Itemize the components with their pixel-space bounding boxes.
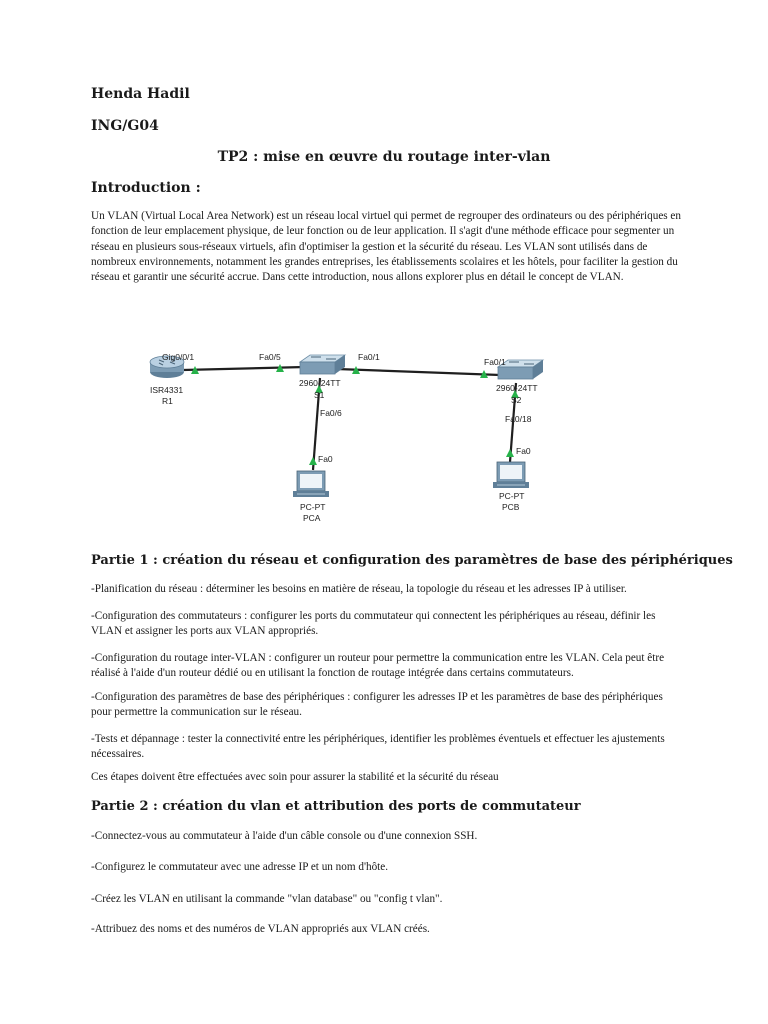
group-label: ING/G04: [91, 118, 159, 134]
pcb-type-label: PC-PT: [499, 491, 525, 501]
introduction-heading: Introduction :: [91, 180, 201, 196]
pca-type-label: PC-PT: [300, 502, 326, 512]
status-led-pca: [309, 457, 317, 465]
part1-conclusion: Ces étapes doivent être effectuées avec soin pour assurer la stabilité et la sécurité du réseau: [91, 771, 499, 783]
s1-port-pc-label: Fa0/6: [320, 408, 342, 418]
pcb-name-label: PCB: [502, 502, 520, 512]
s1-model-label: 2960-24TT: [299, 378, 341, 388]
pca-port-label: Fa0: [318, 454, 333, 464]
s2-port-trunk-label: Fa0/1: [484, 357, 506, 367]
document-title: TP2 : mise en œuvre du routage inter-vlan: [217, 149, 551, 165]
status-led-pcb: [506, 449, 514, 457]
part1-step: -Configuration des paramètres de base des périphériques : configurer les adresses IP et les paramètres de base des périphériques pour permettre la communication sur le réseau.: [91, 691, 663, 719]
part1-step: -Tests et dépannage : tester la connectivité entre les périphériques, identifier les problèmes éventuels et effectuer les ajustements nécessaires.: [91, 733, 665, 761]
part1-heading: Partie 1 : création du réseau et configuration des paramètres de base des périphériques: [91, 553, 733, 568]
pc-b-icon: [493, 462, 529, 488]
switch-s1-icon: [300, 355, 345, 374]
s2-name-label: S2: [511, 395, 522, 405]
part2-step: -Attribuez des noms et des numéros de VLAN appropriés aux VLAN créés.: [91, 923, 430, 935]
s1-name-label: S1: [314, 390, 325, 400]
part2-step: -Créez les VLAN en utilisant la commande "vlan database" ou "config t vlan".: [91, 893, 443, 905]
router-port-label: Gig0/0/1: [162, 352, 195, 362]
part2-step: -Configurez le commutateur avec une adresse IP et un nom d'hôte.: [91, 861, 389, 873]
s1-port-router-label: Fa0/5: [259, 352, 281, 362]
part2-heading: Partie 2 : création du vlan et attribution des ports de commutateur: [91, 799, 581, 814]
introduction-text: Un VLAN (Virtual Local Area Network) est un réseau local virtuel qui permet de regrouper des ordinateurs ou des périphériques en fonction de leur emplacement physique, de leur fonction ou de leur application. Il s'agit d'une méthode efficace pour segmenter un réseau en plusieurs sous-réseaux virtuels, afin d'optimiser la gestion et la sécurité du réseau. Les VLAN sont utilisés dans de nombreux environnements, notamment les grandes entreprises, les établissements scolaires et les hôtels, pour faciliter la gestion du réseau et garantir une sécurité accrue. Dans cette introduction, nous allons explorer plus en détail le concept de VLAN.: [91, 210, 681, 284]
router-model-label: ISR4331: [150, 385, 184, 395]
author-name: Henda Hadil: [91, 86, 190, 102]
pc-a-icon: [293, 471, 329, 497]
pcb-port-label: Fa0: [516, 446, 531, 456]
part1-step: -Configuration du routage inter-VLAN : configurer un routeur pour permettre la communication entre les VLAN. Cela peut être réalisé à l'aide d'un routeur dédié ou en utilisant la fonction de routage intégrée dans certains commutateurs.: [91, 652, 665, 680]
s1-port-trunk-label: Fa0/1: [358, 352, 380, 362]
s2-model-label: 2960-24TT: [496, 383, 538, 393]
s2-port-pc-label: Fa0/18: [505, 414, 532, 424]
link-s1-s2: [337, 369, 500, 375]
router-name-label: R1: [162, 396, 173, 406]
link-r1-s1: [183, 367, 305, 370]
pca-name-label: PCA: [303, 513, 321, 523]
part1-step: -Configuration des commutateurs : configurer les ports du commutateur qui connectent les périphériques au réseau, définir les VLAN et assigner les ports aux VLAN appropriés.: [91, 610, 656, 638]
part1-step: -Planification du réseau : déterminer les besoins en matière de réseau, la topologie du réseau et les adresses IP à utiliser.: [91, 583, 627, 595]
part2-step: -Connectez-vous au commutateur à l'aide d'un câble console ou d'une connexion SSH.: [91, 830, 478, 842]
